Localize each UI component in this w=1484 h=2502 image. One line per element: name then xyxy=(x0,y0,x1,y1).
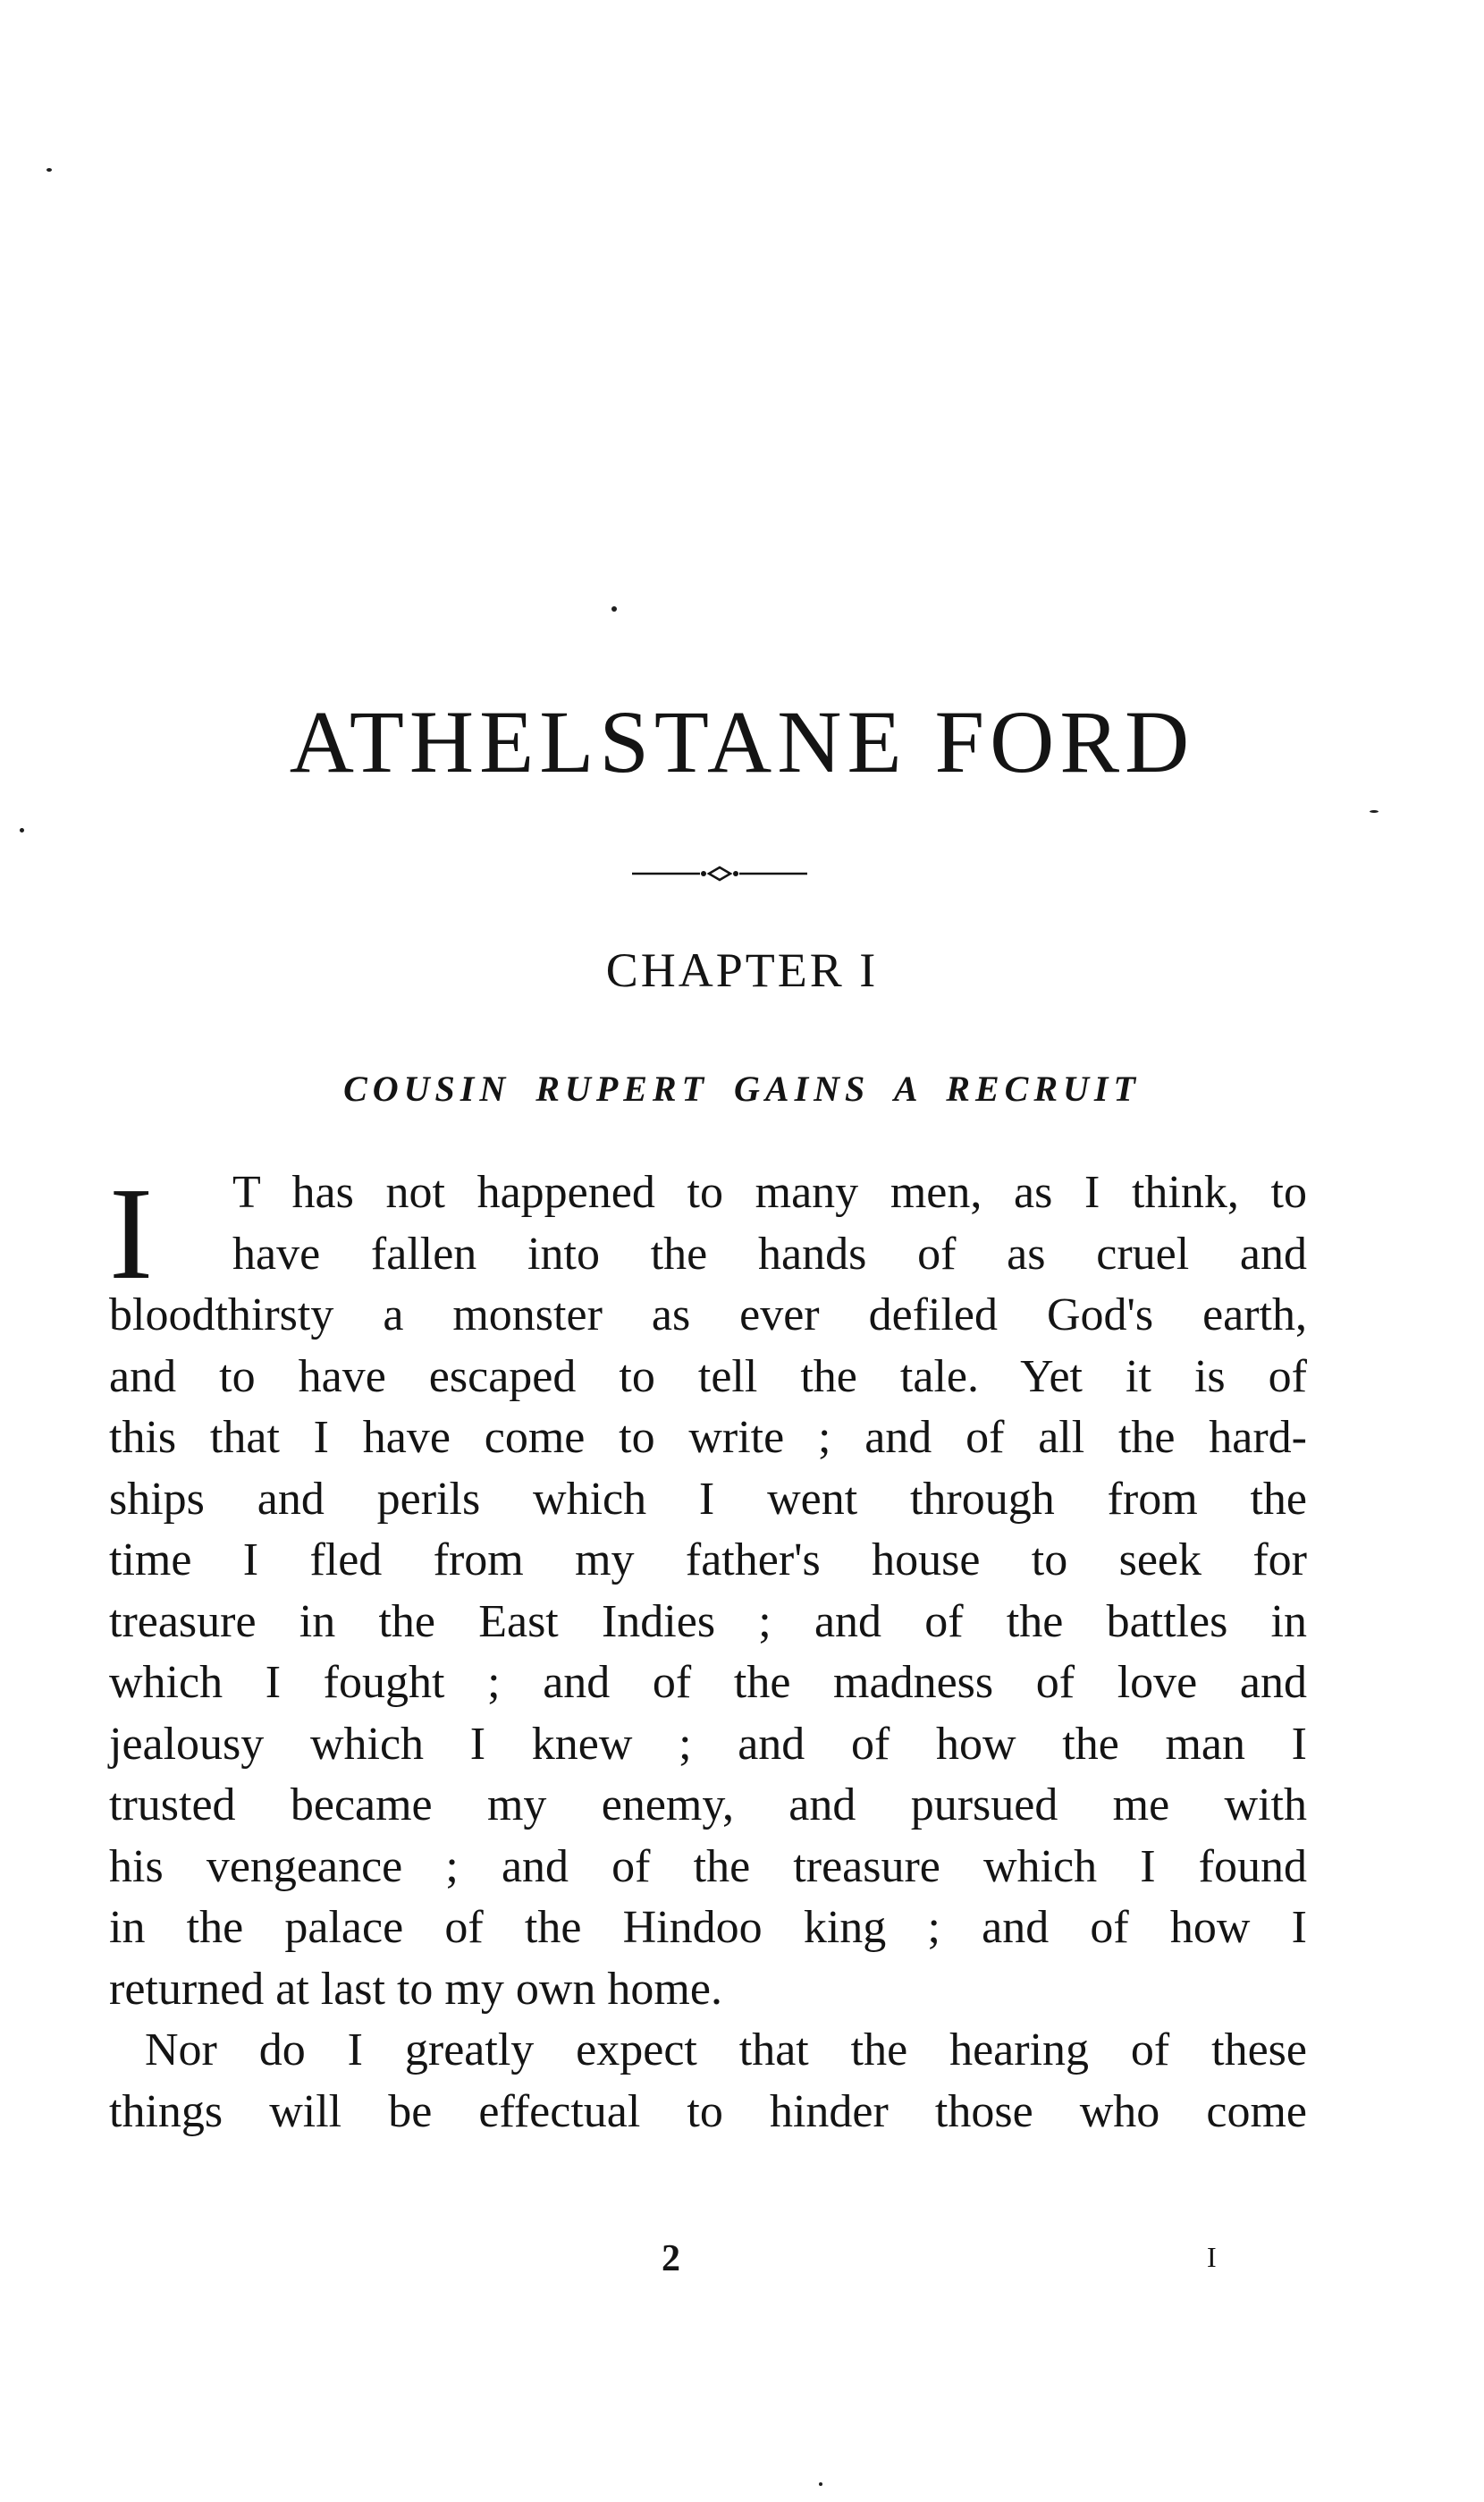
speck-mark xyxy=(611,606,617,612)
text-line: treasure in the East Indies ; and of the battles in xyxy=(109,1595,1307,1647)
speck-mark xyxy=(819,2482,822,2486)
text-line: returned at last to my own home. xyxy=(109,1963,722,2015)
text-line: jealousy which I knew ; and of how the man I xyxy=(109,1718,1307,1770)
speck-mark xyxy=(20,828,24,833)
text-line: ships and perils which I went through from the xyxy=(109,1473,1307,1525)
chapter-heading: CHAPTER I xyxy=(605,943,879,997)
text-line: bloodthirsty a monster as ever defiled God's earth, xyxy=(109,1289,1307,1340)
text-line: T has not happened to many men, as I think, to xyxy=(232,1167,1307,1218)
speck-mark xyxy=(1370,810,1379,813)
text-line: his vengeance ; and of the treasure which I found xyxy=(109,1840,1307,1892)
signature-mark: 2 xyxy=(662,2238,680,2279)
text-line: in the palace of the Hindoo king ; and of how I xyxy=(109,1902,1307,1953)
ornament-divider xyxy=(630,863,809,884)
body-text xyxy=(109,1162,1307,2143)
page-number: I xyxy=(1207,2241,1217,2273)
chapter-subtitle: COUSIN RUPERT GAINS A RECRUIT xyxy=(343,1069,1141,1109)
book-title: ATHELSTANE FORD xyxy=(289,692,1195,791)
speck-mark xyxy=(46,168,52,172)
drop-cap: I xyxy=(109,1161,154,1307)
text-line: Nor do I greatly expect that the hearing of these xyxy=(145,2024,1307,2075)
text-line: trusted became my enemy, and pursued me with xyxy=(109,1779,1307,1830)
text-line: this that I have come to write ; and of all the hard- xyxy=(109,1412,1307,1463)
text-line: time I fled from my father's house to seek for xyxy=(109,1534,1307,1585)
text-line: things will be effectual to hinder those who come xyxy=(109,2085,1307,2137)
text-line: have fallen into the hands of as cruel and xyxy=(232,1228,1307,1280)
text-line: and to have escaped to tell the tale. Yet it is of xyxy=(109,1350,1307,1402)
text-line: which I fought ; and of the madness of love and xyxy=(109,1657,1307,1708)
